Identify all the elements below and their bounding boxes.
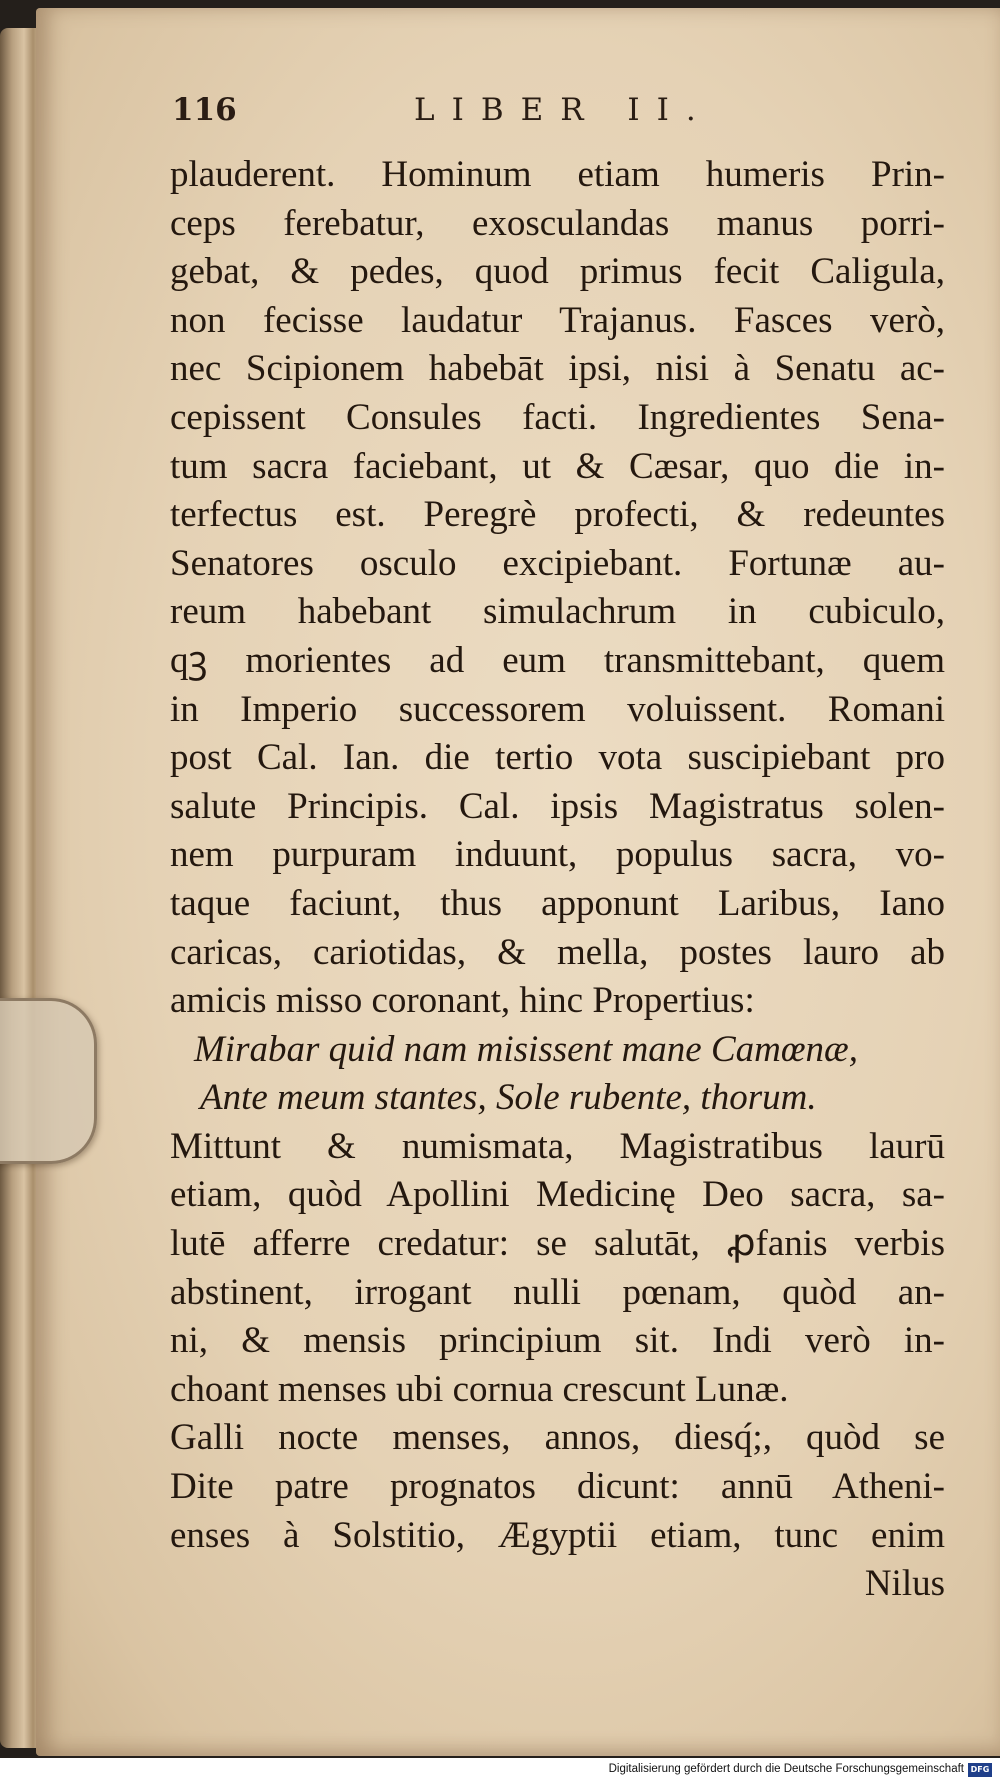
text-line: Mittunt & numismata, Magistratibus laurū xyxy=(170,1125,945,1167)
text-line: abstinent, irrogant nulli pœnam, quòd an- xyxy=(170,1271,945,1313)
text-line: plauderent. Hominum etiam humeris Prin- xyxy=(170,154,945,195)
verse-line: Ante meum stantes, Sole rubente, thorum. xyxy=(200,1077,817,1119)
text-line: gebat, & pedes, quod primus fecit Caligula, xyxy=(170,251,945,293)
text-line: Galli nocte menses, annos, diesq́;, quòd se xyxy=(170,1417,945,1459)
text-line: Dite patre prognatos dicunt: annū Atheni- xyxy=(170,1466,945,1508)
body-text xyxy=(170,151,945,1609)
catchword: Nilus xyxy=(864,1563,945,1605)
text-line: tum sacra faciebant, ut & Cæsar, quo die in- xyxy=(170,445,945,487)
text-line: amicis misso coronant, hinc Propertius: xyxy=(170,980,755,1022)
text-line: post Cal. Ian. die tertio vota suscipiebant pro xyxy=(170,737,945,779)
footer-bar xyxy=(0,1758,1000,1783)
text-line: nec Scipionem habebāt ipsi, nisi à Senatu ac- xyxy=(170,348,945,390)
text-line: enses à Solstitio, Ægyptii etiam, tunc enim xyxy=(170,1514,945,1556)
verse-line: Mirabar quid nam misissent mane Camœnæ, xyxy=(194,1028,858,1070)
text-line: salute Principis. Cal. ipsis Magistratus solen- xyxy=(170,785,945,827)
running-title: LIBER II. xyxy=(414,92,713,128)
text-line: terfectus est. Peregrè profecti, & redeuntes xyxy=(170,494,945,536)
text-line: qꝫ morientes ad eum transmittebant, quem xyxy=(170,639,945,681)
text-line: taque faciunt, thus apponunt Laribus, Iano xyxy=(170,882,945,924)
text-line: non fecisse laudatur Trajanus. Fasces verò, xyxy=(170,299,945,341)
funding-note: Digitalisierung gefördert durch die Deutsche Forschungsgemeinschaft xyxy=(608,1763,964,1775)
book-page-area xyxy=(0,8,1000,1758)
text-line: ceps ferebatur, exosculandas manus porri- xyxy=(170,202,945,244)
text-line: choant menses ubi cornua crescunt Lunæ. xyxy=(170,1368,789,1410)
text-line: cepissent Consules facti. Ingredientes Sena- xyxy=(170,396,945,438)
text-line: caricas, cariotidas, & mella, postes lauro ab xyxy=(170,931,945,973)
text-line: nem purpuram induunt, populus sacra, vo- xyxy=(170,834,945,876)
text-line: Senatores osculo excipiebant. Fortunæ au- xyxy=(170,542,945,584)
text-line: in Imperio successorem voluissent. Romani xyxy=(170,688,945,730)
page-header xyxy=(172,92,732,142)
text-line: reum habebant simulachrum in cubiculo, xyxy=(170,591,945,633)
dfg-logo: DFG xyxy=(968,1763,992,1777)
text-line: etiam, quòd Apollini Medicinę Deo sacra, sa- xyxy=(170,1174,945,1216)
text-line: lutē afferre credatur: se salutāt, ꝓfanis verbis xyxy=(170,1223,945,1265)
text-line: ni, & mensis principium sit. Indi verò in- xyxy=(170,1320,945,1362)
page-number: 116 xyxy=(172,92,237,128)
bookmark-tab xyxy=(0,998,97,1164)
